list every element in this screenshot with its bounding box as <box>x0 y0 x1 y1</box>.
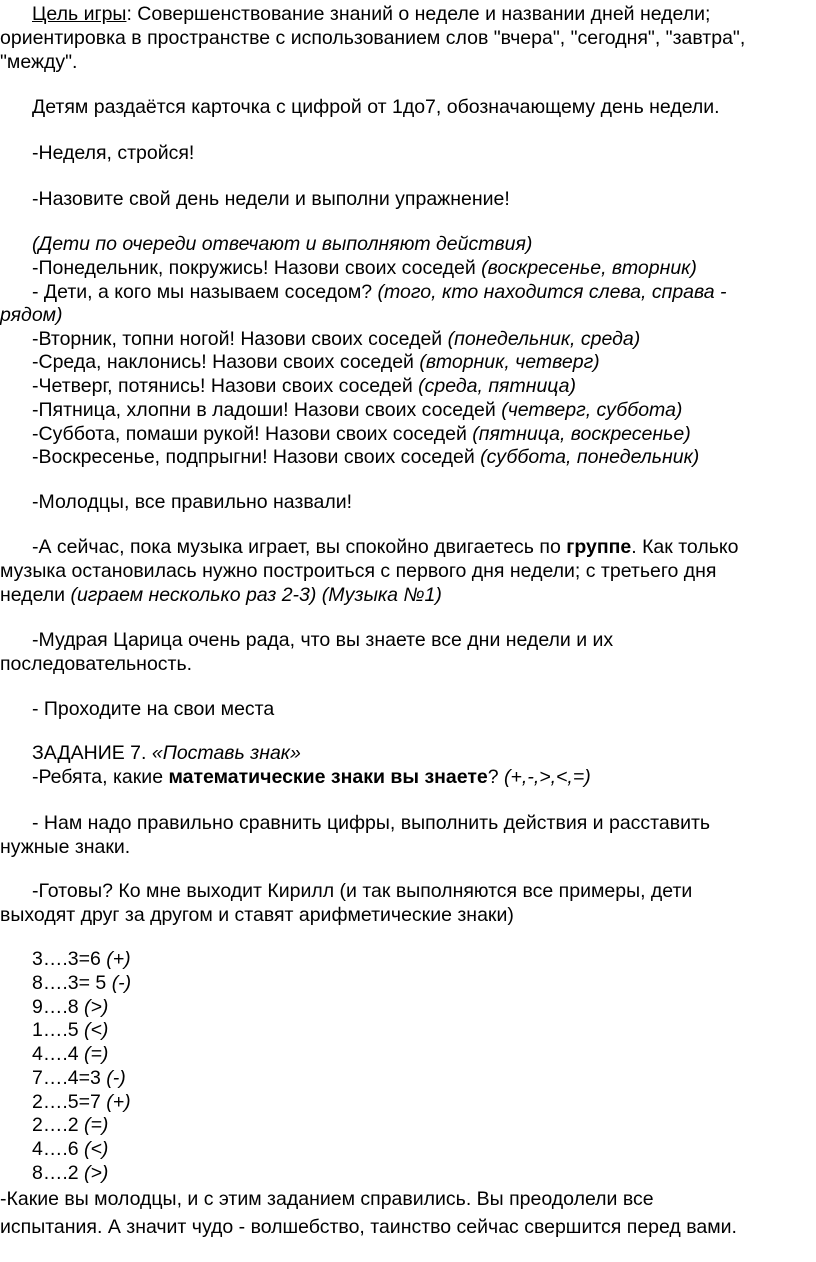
go-places-line: - Проходите на свои места <box>32 698 275 720</box>
ready-line-1: -Готовы? Ко мне выходит Кирилл (и так выполняются все примеры, дети <box>32 880 693 902</box>
task7-q-bold: математические знаки вы знаете <box>168 766 488 788</box>
task7-title <box>0 741 816 765</box>
music-italic-note: (играем несколько раз 2-3) (Музыка №1) <box>70 584 442 606</box>
ready-line-2: выходят друг за другом и ставят арифметические знаки) <box>0 904 514 926</box>
task7-q-c: ? <box>487 766 505 788</box>
note-line: (Дети по очереди отвечают и выполняют действия) <box>32 233 533 255</box>
example-row <box>0 1161 816 1185</box>
example-expr: 1….5 <box>32 1019 85 1041</box>
neighbor-answer-2: рядом) <box>0 304 63 326</box>
day-text: -Понедельник, покружись! Назови своих соседей <box>32 257 482 279</box>
day-line-wednesday <box>0 350 816 374</box>
queen-line-2: последовательность. <box>0 653 193 675</box>
queen-line-1: -Мудрая Царица очень рада, что вы знаете все дни недели и их <box>32 629 614 651</box>
intro-paragraph: Детям раздаётся карточка с цифрой от 1до7, обозначающему день недели. <box>32 96 720 118</box>
example-row <box>0 1066 816 1090</box>
example-expr: 2….2 <box>32 1114 85 1136</box>
task7-question <box>0 765 816 789</box>
example-expr: 4….6 <box>32 1138 85 1160</box>
example-sign: (<) <box>84 1019 109 1041</box>
day-answer: (воскресенье, вторник) <box>481 257 697 279</box>
example-row <box>0 1042 816 1066</box>
day-text: -Четверг, потянись! Назови своих соседей <box>32 375 419 397</box>
example-expr: 9….8 <box>32 996 85 1018</box>
day-text: -Пятница, хлопни в ладоши! Назови своих соседей <box>32 399 502 421</box>
task7-q-signs: (+,-,>,<,=) <box>504 766 591 788</box>
well-done-line: -Молодцы, все правильно назвали! <box>32 491 353 513</box>
day-text: -Вторник, топни ногой! Назови своих соседей <box>32 328 448 350</box>
day-answer: (суббота, понедельник) <box>480 446 700 468</box>
day-line-sunday <box>0 445 816 469</box>
example-expr: 8….3= 5 <box>32 972 112 994</box>
example-expr: 2….5=7 <box>32 1091 107 1113</box>
example-row <box>0 1113 816 1137</box>
example-sign: (>) <box>84 1162 109 1184</box>
music-line-3 <box>0 583 816 607</box>
day-answer: (четверг, суббота) <box>501 399 683 421</box>
example-sign: (+) <box>106 948 131 970</box>
example-expr: 8….2 <box>32 1162 85 1184</box>
goal-line-2: ориентировка в пространстве с использованием слов "вчера", "сегодня", "завтра", <box>0 27 746 49</box>
neighbor-answer-1: (того, кто находится слева, справа - <box>377 281 727 303</box>
example-sign: (=) <box>84 1114 109 1136</box>
music-bold-word: группе <box>566 536 632 558</box>
goal-line-3: "между". <box>0 51 78 73</box>
task7-title-italic: «Поставь знак» <box>151 742 301 764</box>
example-row <box>0 1090 816 1114</box>
final-line-1: -Какие вы молодцы, и с этим заданием справились. Вы преодолели все <box>0 1188 654 1210</box>
day-line-friday <box>0 398 816 422</box>
example-row <box>0 995 816 1019</box>
example-sign: (-) <box>106 1067 126 1089</box>
example-row <box>0 947 816 971</box>
example-row <box>0 1018 816 1042</box>
example-sign: (=) <box>84 1043 109 1065</box>
example-sign: (+) <box>106 1091 131 1113</box>
day-line-saturday <box>0 422 816 446</box>
name-day-line: -Назовите свой день недели и выполни упражнение! <box>32 188 510 210</box>
day-text: -Воскресенье, подпрыгни! Назови своих соседей <box>32 446 481 468</box>
example-row <box>0 1137 816 1161</box>
example-sign: (-) <box>111 972 132 994</box>
music-text-3a: недели <box>0 584 71 606</box>
day-line-monday <box>0 256 816 280</box>
day-answer: (вторник, четверг) <box>419 351 600 373</box>
goal-line-1 <box>0 2 816 26</box>
music-text-1a: -А сейчас, пока музыка играет, вы спокойно двигаетесь по <box>32 536 567 558</box>
goal-text-1: : Совершенствование знаний о неделе и названии дней недели; <box>126 3 711 25</box>
task7-q-a: -Ребята, какие <box>32 766 169 788</box>
compare-line-2: нужные знаки. <box>0 836 131 858</box>
music-line-2: музыка остановилась нужно построиться с первого дня недели; с третьего дня <box>0 560 717 582</box>
neighbor-question-text: - Дети, а кого мы называем соседом? <box>32 281 378 303</box>
neighbor-question <box>0 280 816 304</box>
example-sign: (<) <box>84 1138 109 1160</box>
day-answer: (среда, пятница) <box>418 375 577 397</box>
music-line-1 <box>0 535 816 559</box>
day-answer: (пятница, воскресенье) <box>472 423 691 445</box>
final-line-2: испытания. А значит чудо - волшебство, таинство сейчас свершится перед вами. <box>0 1216 737 1238</box>
task7-title-text: ЗАДАНИЕ 7. <box>32 742 152 764</box>
day-text: -Суббота, помаши рукой! Назови своих соседей <box>32 423 473 445</box>
example-row <box>0 971 816 995</box>
day-answer: (понедельник, среда) <box>447 328 641 350</box>
music-text-1c: . Как только <box>631 536 739 558</box>
day-line-tuesday <box>0 327 816 351</box>
example-sign: (>) <box>84 996 109 1018</box>
example-expr: 4….4 <box>32 1043 85 1065</box>
example-expr: 7….4=3 <box>32 1067 107 1089</box>
example-expr: 3….3=6 <box>32 948 107 970</box>
command-line: -Неделя, стройся! <box>32 142 195 164</box>
goal-label: Цель игры <box>32 3 127 25</box>
compare-line-1: - Нам надо правильно сравнить цифры, выполнить действия и расставить <box>32 812 711 834</box>
day-line-thursday <box>0 374 816 398</box>
day-text: -Среда, наклонись! Назови своих соседей <box>32 351 420 373</box>
